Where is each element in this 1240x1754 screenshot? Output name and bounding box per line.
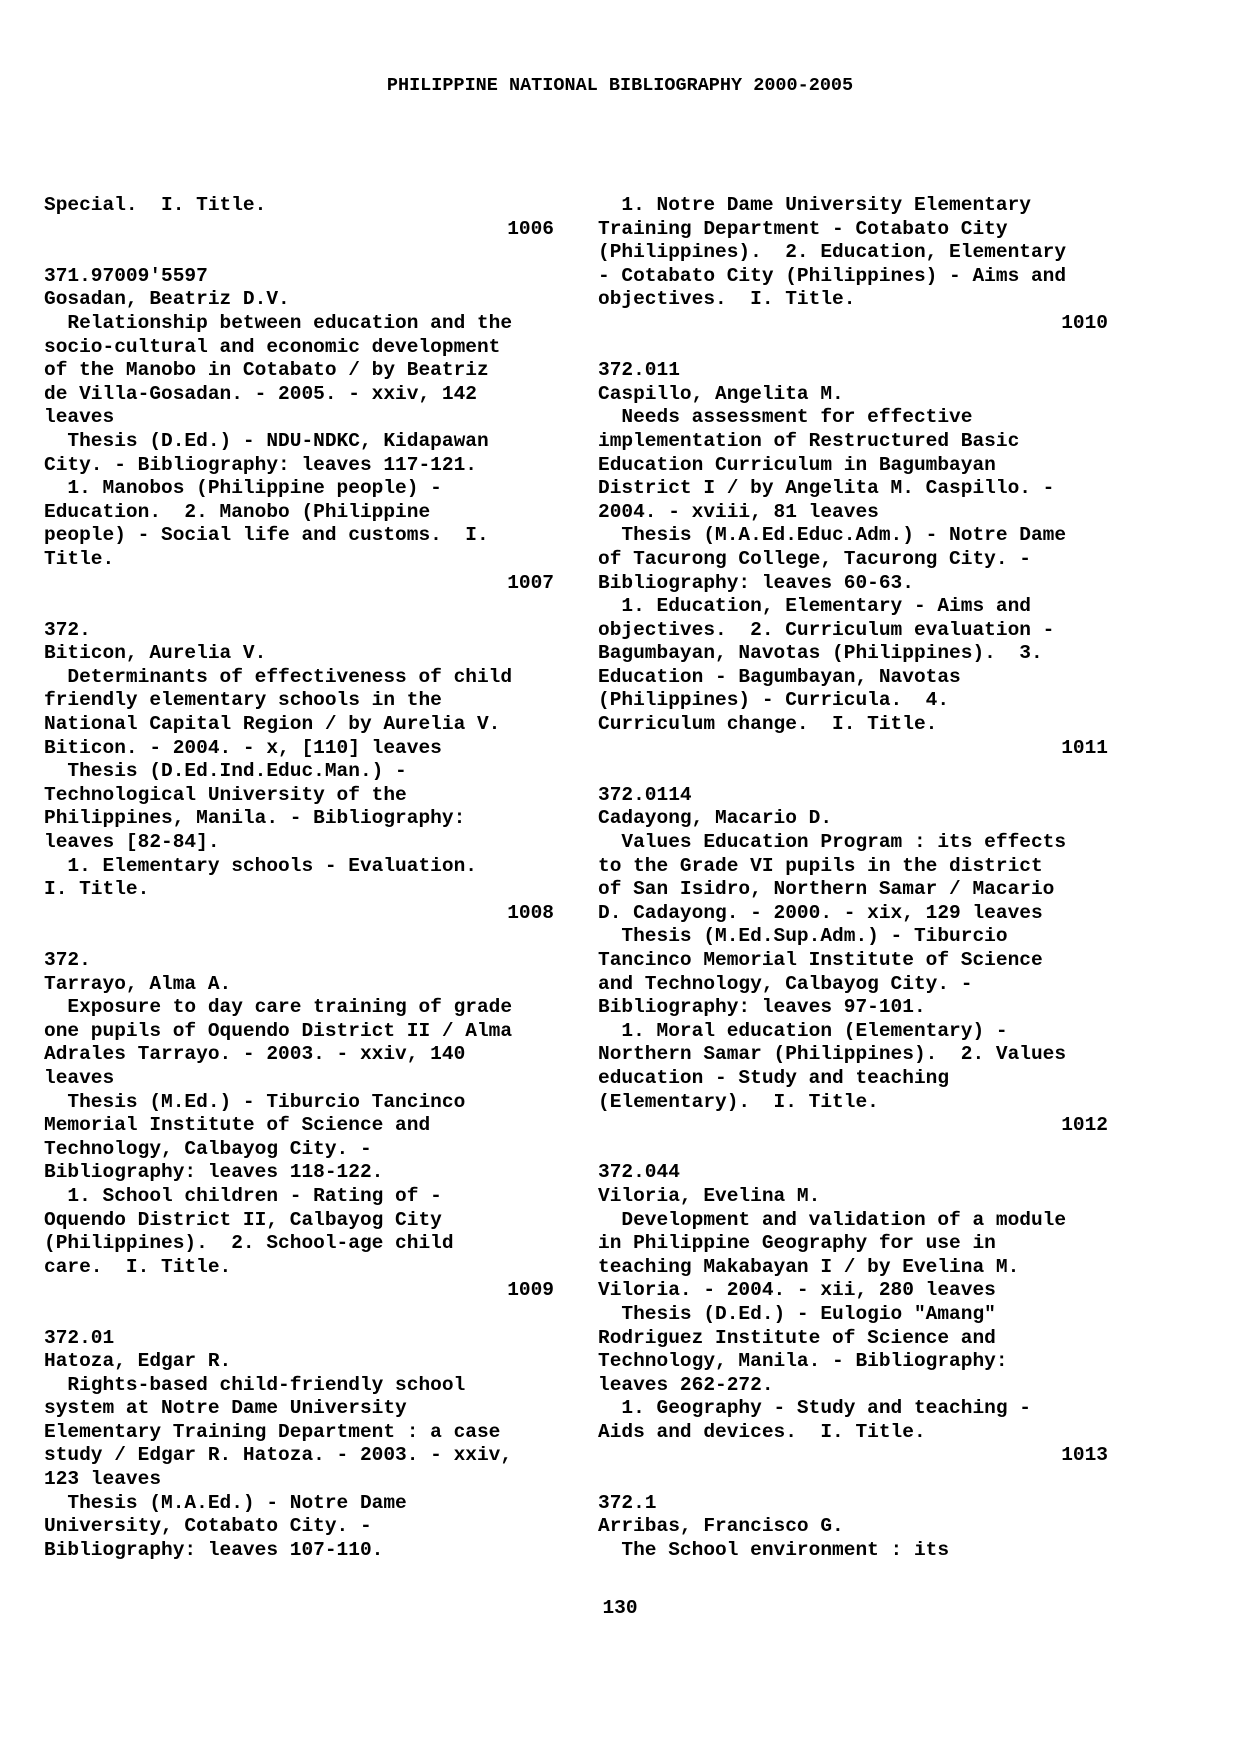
entry-line: leaves bbox=[44, 406, 115, 429]
entry-line: 372.01 bbox=[44, 1326, 115, 1349]
entry-line: Values Education Program : its effects bbox=[598, 831, 1067, 854]
entry-line: Biticon. - 2004. - x, [110] leaves bbox=[44, 736, 442, 759]
entry-number: 1012 bbox=[1061, 1114, 1108, 1137]
entry-line: Education - Bagumbayan, Navotas bbox=[598, 665, 961, 688]
entry-line: de Villa-Gosadan. - 2005. - xxiv, 142 bbox=[44, 382, 477, 405]
entry-line: Thesis (M.A.Ed.) - Notre Dame bbox=[44, 1491, 407, 1514]
entry-line: friendly elementary schools in the bbox=[44, 689, 442, 712]
entry-line: system at Notre Dame University bbox=[44, 1397, 407, 1420]
entry-line: Philippines, Manila. - Bibliography: bbox=[44, 807, 466, 830]
entry-line: 372.1 bbox=[598, 1491, 657, 1514]
entry-line: The School environment : its bbox=[598, 1538, 950, 1561]
blank-line bbox=[44, 595, 554, 619]
entry-line: to the Grade VI pupils in the district bbox=[598, 854, 1043, 877]
entry-line: Tancinco Memorial Institute of Science bbox=[598, 949, 1043, 971]
entry-line: in Philippine Geography for use in bbox=[598, 1232, 996, 1255]
entry-line: District I / by Angelita M. Caspillo. - bbox=[598, 477, 1055, 500]
entry-line: Northern Samar (Philippines). 2. Values bbox=[598, 1043, 1067, 1066]
entry-line: Hatoza, Edgar R. bbox=[44, 1350, 232, 1373]
entry-line: Arribas, Francisco G. bbox=[598, 1515, 844, 1538]
entry-line: City. - Bibliography: leaves 117-121. bbox=[44, 453, 477, 476]
entry-line: 1. Geography - Study and teaching - bbox=[598, 1397, 1031, 1420]
entry-line: Memorial Institute of Science and bbox=[44, 1114, 431, 1137]
entry-line: Technology, Manila. - Bibliography: bbox=[598, 1350, 1008, 1373]
entry-line: Curriculum change. I. Title. bbox=[598, 713, 938, 736]
entry-line: Caspillo, Angelita M. bbox=[598, 382, 844, 405]
entry-number: 1009 bbox=[507, 1279, 554, 1302]
entry-line: 1. School children - Rating of - bbox=[44, 1184, 442, 1207]
entry-line: Education. 2. Manobo (Philippine bbox=[44, 500, 431, 523]
entry-line: 372.011 bbox=[598, 359, 680, 382]
entry-line: Bibliography: leaves 118-122. bbox=[44, 1161, 384, 1184]
entry-line: Needs assessment for effective bbox=[598, 406, 973, 429]
entry-line: teaching Makabayan I / by Evelina M. bbox=[598, 1255, 1020, 1278]
entry-line: one pupils of Oquendo District II / Alma bbox=[44, 1019, 513, 1042]
entry-line: leaves bbox=[44, 1066, 115, 1089]
entry-line: 123 leaves bbox=[44, 1468, 162, 1491]
entry-line: Thesis (M.Ed.Sup.Adm.) - Tiburcio bbox=[598, 925, 1008, 948]
entry-line: people) - Social life and customs. I. bbox=[44, 524, 489, 547]
blank-line bbox=[44, 1303, 554, 1327]
entry-line: Rodriguez Institute of Science and bbox=[598, 1326, 996, 1349]
entry-line: I. Title. bbox=[44, 878, 150, 901]
blank-line bbox=[598, 336, 1108, 360]
entry-line: 1. Manobos (Philippine people) - bbox=[44, 477, 442, 500]
entry-line: Bagumbayan, Navotas (Philippines). 3. bbox=[598, 642, 1043, 665]
entry-number: 1010 bbox=[1061, 311, 1108, 334]
entry-number: 1006 bbox=[507, 217, 554, 240]
entry-line: (Elementary). I. Title. bbox=[598, 1090, 879, 1113]
entry-line: 372. bbox=[44, 949, 91, 971]
entry-line: Development and validation of a module bbox=[598, 1208, 1067, 1231]
entry-line: 371.97009'5597 bbox=[44, 264, 208, 287]
page-number: 130 bbox=[602, 1597, 638, 1619]
entry-line: 1. Elementary schools - Evaluation. bbox=[44, 854, 477, 877]
entry-line: leaves 262-272. bbox=[598, 1373, 774, 1396]
entry-number: 1013 bbox=[1061, 1444, 1108, 1467]
entry-line: Thesis (D.Ed.Ind.Educ.Man.) - bbox=[44, 760, 407, 783]
entry-line: D. Cadayong. - 2000. - xix, 129 leaves bbox=[598, 901, 1043, 924]
blank-line bbox=[598, 1468, 1108, 1492]
entry-line: Technology, Calbayog City. - bbox=[44, 1137, 372, 1160]
entry-line: 372.044 bbox=[598, 1161, 680, 1184]
entry-line: Special. I. Title. bbox=[44, 194, 267, 216]
entry-line: Technological University of the bbox=[44, 783, 407, 806]
entry-line: 372.0114 bbox=[598, 783, 692, 806]
entry-line: Tarrayo, Alma A. bbox=[44, 972, 232, 995]
entry-line: 372. bbox=[44, 618, 91, 641]
entry-line: leaves [82-84]. bbox=[44, 831, 220, 854]
entry-number: 1008 bbox=[507, 901, 554, 924]
entry-line: Thesis (M.Ed.) - Tiburcio Tancinco bbox=[44, 1090, 466, 1113]
entry-line: objectives. I. Title. bbox=[598, 288, 856, 311]
entry-line: 1. Moral education (Elementary) - bbox=[598, 1019, 1008, 1042]
entry-line: care. I. Title. bbox=[44, 1255, 232, 1278]
entry-line: National Capital Region / by Aurelia V. bbox=[44, 713, 501, 736]
blank-line bbox=[44, 925, 554, 949]
page-header: PHILIPPINE NATIONAL BIBLIOGRAPHY 2000-2005 bbox=[386, 75, 854, 96]
entry-line: Title. bbox=[44, 547, 115, 570]
left-column bbox=[44, 194, 554, 1562]
entry-line: Adrales Tarrayo. - 2003. - xxiv, 140 bbox=[44, 1043, 466, 1066]
entry-line: Education Curriculum in Bagumbayan bbox=[598, 453, 996, 476]
entry-line: Biticon, Aurelia V. bbox=[44, 642, 267, 665]
entry-line: 1. Education, Elementary - Aims and bbox=[598, 595, 1031, 618]
entry-line: Bibliography: leaves 60-63. bbox=[598, 571, 914, 594]
entry-line: Cadayong, Macario D. bbox=[598, 807, 833, 830]
right-column bbox=[598, 194, 1108, 1562]
entry-line: Viloria. - 2004. - xii, 280 leaves bbox=[598, 1279, 996, 1302]
entry-line: socio-cultural and economic development bbox=[44, 335, 501, 358]
entry-line: study / Edgar R. Hatoza. - 2003. - xxiv, bbox=[44, 1444, 513, 1467]
entry-line: Oquendo District II, Calbayog City bbox=[44, 1208, 442, 1231]
entry-number: 1007 bbox=[507, 571, 554, 594]
entry-line: Gosadan, Beatriz D.V. bbox=[44, 288, 290, 311]
blank-line bbox=[598, 1138, 1108, 1162]
entry-number: 1011 bbox=[1061, 736, 1108, 759]
entry-line: implementation of Restructured Basic bbox=[598, 429, 1020, 452]
blank-line bbox=[44, 241, 554, 265]
entry-line: Aids and devices. I. Title. bbox=[598, 1420, 926, 1443]
entry-line: of Tacurong College, Tacurong City. - bbox=[598, 547, 1031, 570]
entry-line: Elementary Training Department : a case bbox=[44, 1420, 501, 1443]
entry-line: Thesis (D.Ed.) - Eulogio "Amang" bbox=[598, 1302, 996, 1325]
entry-line: - Cotabato City (Philippines) - Aims and bbox=[598, 264, 1067, 287]
entry-line: and Technology, Calbayog City. - bbox=[598, 972, 973, 995]
entry-line: Relationship between education and the bbox=[44, 311, 513, 334]
blank-line bbox=[598, 760, 1108, 784]
entry-line: Training Department - Cotabato City bbox=[598, 217, 1008, 240]
entry-line: 1. Notre Dame University Elementary bbox=[598, 194, 1031, 216]
entry-line: (Philippines). 2. Education, Elementary bbox=[598, 241, 1067, 264]
entry-line: of the Manobo in Cotabato / by Beatriz bbox=[44, 359, 489, 382]
entry-line: University, Cotabato City. - bbox=[44, 1515, 372, 1538]
entry-line: education - Study and teaching bbox=[598, 1066, 950, 1089]
entry-line: Exposure to day care training of grade bbox=[44, 996, 513, 1019]
entry-line: Viloria, Evelina M. bbox=[598, 1184, 821, 1207]
entry-line: Bibliography: leaves 97-101. bbox=[598, 996, 926, 1019]
entry-line: Determinants of effectiveness of child bbox=[44, 665, 513, 688]
entry-line: (Philippines). 2. School-age child bbox=[44, 1232, 454, 1255]
entry-line: of San Isidro, Northern Samar / Macario bbox=[598, 878, 1055, 901]
entry-line: Thesis (M.A.Ed.Educ.Adm.) - Notre Dame bbox=[598, 524, 1067, 547]
entry-line: Rights-based child-friendly school bbox=[44, 1373, 466, 1396]
entry-line: (Philippines) - Curricula. 4. bbox=[598, 689, 950, 712]
entry-line: Thesis (D.Ed.) - NDU-NDKC, Kidapawan bbox=[44, 429, 489, 452]
entry-line: objectives. 2. Curriculum evaluation - bbox=[598, 618, 1055, 641]
entry-line: Bibliography: leaves 107-110. bbox=[44, 1538, 384, 1561]
entry-line: 2004. - xviii, 81 leaves bbox=[598, 500, 879, 523]
